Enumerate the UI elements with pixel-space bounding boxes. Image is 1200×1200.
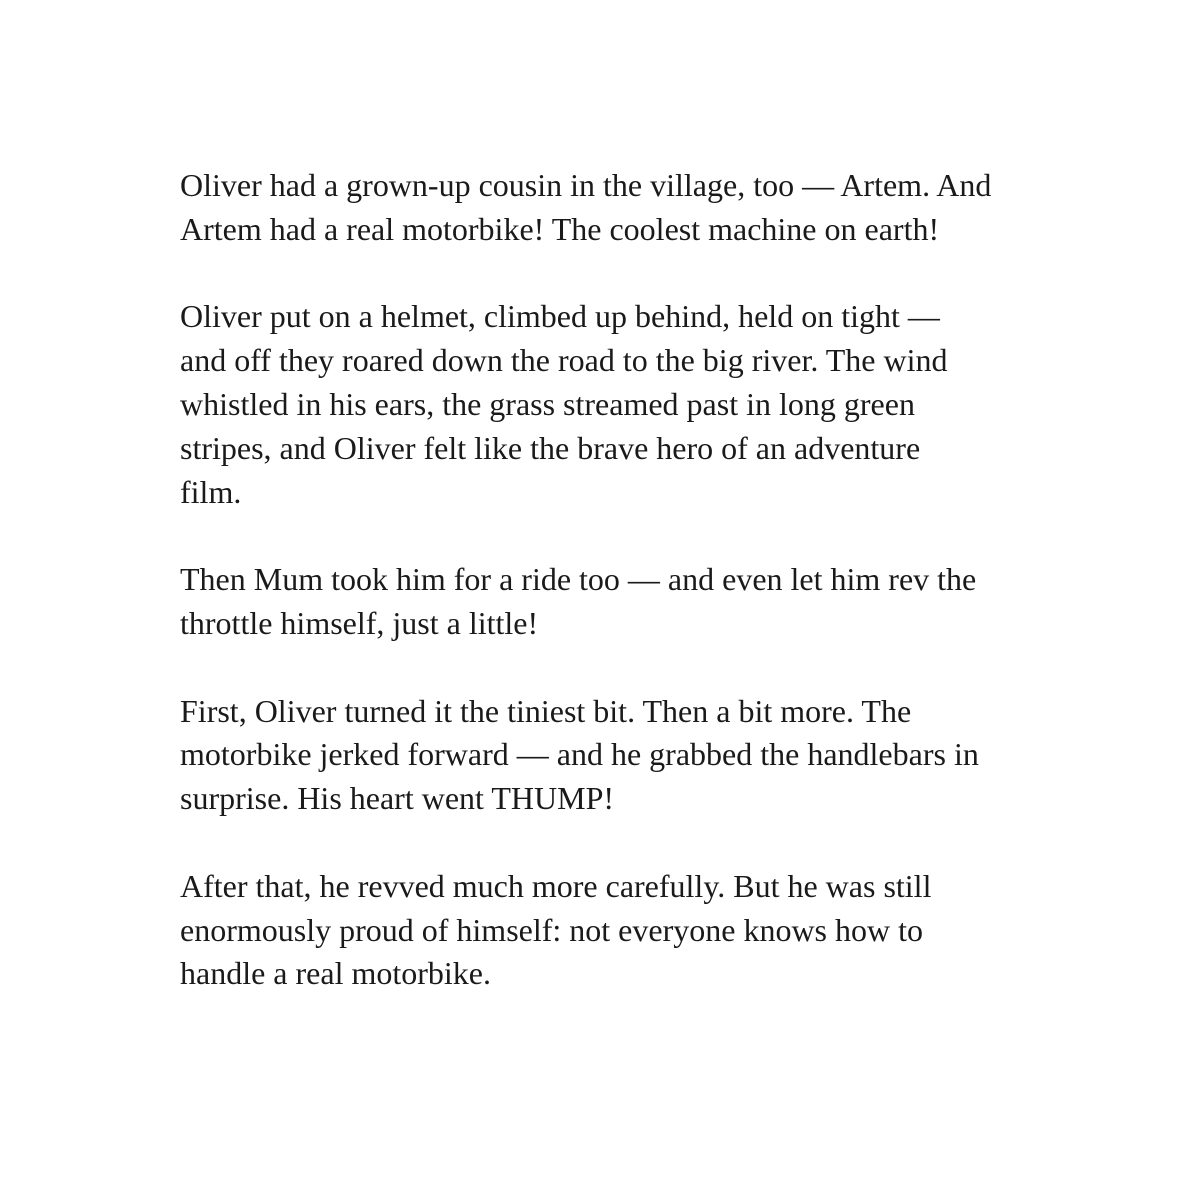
text-line: First, Oliver turned it the tiniest bit. Then a bit more. The: [180, 692, 912, 729]
text-line: enormously proud of himself: not everyone knows how to: [180, 911, 923, 948]
text-line: Artem had a real motorbike! The coolest machine on earth!: [180, 210, 940, 247]
text-line: handle a real motorbike.: [180, 955, 491, 992]
text-line: Oliver had a grown-up cousin in the village, too — Artem. And: [180, 167, 992, 203]
paragraph-throttle: [180, 690, 1080, 821]
text-line: throttle himself, just a little!: [180, 604, 539, 641]
text-line: film.: [180, 473, 242, 510]
paragraph-spacer: [180, 646, 1080, 690]
paragraph-spacer: [180, 514, 1080, 558]
text-line: stripes, and Oliver felt like the brave hero of an adventure: [180, 429, 921, 466]
text-line: After that, he revved much more carefully. But he was still: [180, 867, 932, 904]
paragraph-spacer: [180, 821, 1080, 865]
paragraph-cousin-artem: [180, 164, 1080, 252]
text-line: surprise. His heart went THUMP!: [180, 780, 615, 817]
text-line: and off they roared down the road to the big river. The wind: [180, 342, 948, 379]
text-line: Then Mum took him for a ride too — and even let him rev the: [180, 561, 977, 598]
text-line: Oliver put on a helmet, climbed up behind, held on tight —: [180, 298, 940, 335]
paragraph-ride-to-river: [180, 295, 1080, 514]
paragraph-mum-ride: [180, 558, 1080, 646]
paragraph-proud: [180, 865, 1080, 996]
text-line: whistled in his ears, the grass streamed past in long green: [180, 385, 915, 422]
text-line: motorbike jerked forward — and he grabbed the handlebars in: [180, 736, 979, 773]
paragraph-spacer: [180, 252, 1080, 296]
story-page: [180, 164, 1080, 996]
